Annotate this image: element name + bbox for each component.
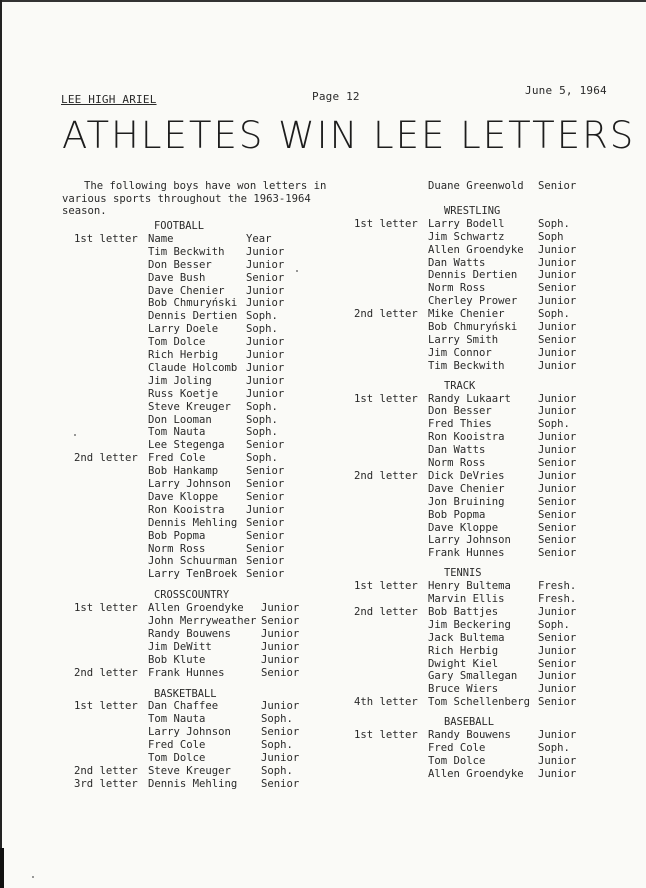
athlete-name: Jon Bruining — [428, 495, 505, 508]
athlete-name: Larry Johnson — [148, 478, 231, 490]
athlete-name: Tim Beckwith — [148, 245, 225, 258]
intro-line: season. — [62, 205, 107, 218]
athlete-name: Lee Stegenga — [148, 439, 225, 452]
letter-level: 1st letter — [74, 232, 138, 245]
athlete-name: Mike Chenier — [428, 308, 505, 321]
sport-heading: TRACK — [444, 379, 476, 392]
athlete-name: Rich Herbig — [148, 349, 219, 361]
class-year: Senior — [538, 657, 577, 670]
athlete-name: Larry Johnson — [148, 726, 231, 739]
athlete-name: Randy Bouwens — [428, 729, 511, 741]
page-title: ATHLETES WIN LEE LETTERS — [62, 114, 636, 157]
athlete-name: Dick DeVries — [428, 469, 505, 482]
class-year: Soph. — [246, 400, 278, 413]
letter-level: 2nd letter — [74, 764, 138, 777]
print-speck — [296, 270, 298, 272]
class-year: Junior — [261, 602, 300, 615]
athlete-name: Jim Schwartz — [428, 230, 505, 243]
class-year: Senior — [538, 696, 577, 709]
class-year: Fresh. — [538, 580, 577, 593]
class-year: Junior — [538, 256, 577, 269]
intro-line: various sports throughout the 1963-1964 — [62, 192, 311, 205]
sport-heading: BASKETBALL — [154, 687, 217, 700]
athlete-name: Dave Kloppe — [148, 490, 219, 503]
class-year: Senior — [538, 457, 577, 469]
letter-level: 2nd letter — [354, 469, 418, 482]
class-year: Junior — [246, 297, 285, 310]
athlete-name: Tom Schellenberg — [428, 696, 531, 709]
sport-heading: TENNIS — [444, 567, 482, 580]
athlete-name: Larry TenBroek — [148, 568, 238, 581]
class-year: Senior — [538, 282, 577, 295]
class-year: Junior — [538, 767, 577, 780]
athlete-name: John Merryweather — [148, 615, 257, 627]
class-year: Junior — [538, 321, 577, 333]
class-year: Soph. — [538, 418, 570, 431]
class-year: Junior — [538, 754, 577, 767]
class-year: Soph — [538, 230, 564, 243]
athlete-name: Don Besser — [148, 258, 212, 271]
athlete-name: Claude Holcomb — [148, 361, 238, 374]
class-year: Senior — [538, 521, 577, 534]
athlete-name: Allen Groendyke — [428, 243, 524, 256]
athlete-name: Allen Groendyke — [428, 767, 524, 780]
print-speck — [74, 434, 76, 436]
athlete-name: Larry Smith — [428, 333, 499, 346]
class-year: Senior — [261, 777, 300, 790]
class-year: Junior — [538, 482, 577, 495]
athlete-name: Tom Nauta — [148, 426, 206, 439]
class-year: Senior — [538, 631, 577, 644]
class-year: Junior — [538, 644, 577, 657]
class-year: Senior — [261, 615, 300, 627]
class-year: Senior — [538, 547, 577, 560]
athlete-name: Bob Hankamp — [148, 465, 219, 478]
sport-heading: FOOTBALL — [154, 220, 205, 232]
athlete-name: Fred Thies — [428, 418, 492, 431]
athlete-name: Dennis Dertien — [148, 310, 238, 323]
athlete-name: Dan Watts — [428, 256, 486, 269]
class-year: Soph. — [261, 764, 293, 777]
class-year: Junior — [538, 683, 577, 696]
class-year: Senior — [246, 568, 285, 581]
class-year: Junior — [261, 700, 300, 713]
athlete-name: Tom Dolce — [148, 752, 206, 764]
letter-level: 1st letter — [354, 392, 418, 405]
athlete-name: Fred Cole — [148, 739, 206, 752]
class-year: Senior — [538, 180, 577, 192]
class-year: Junior — [538, 392, 577, 405]
class-year: Senior — [261, 666, 300, 679]
athlete-name: Frank Hunnes — [148, 666, 225, 679]
athlete-name: Rich Herbig — [428, 644, 499, 657]
class-year: Soph. — [538, 308, 570, 321]
athlete-name: Steve Kreuger — [148, 764, 231, 777]
class-year: Year — [246, 232, 272, 245]
athlete-name: Allen Groendyke — [148, 602, 244, 615]
athlete-name: Bob Battjes — [428, 605, 499, 618]
athlete-name: Bob Popma — [148, 529, 206, 542]
class-year: Junior — [538, 346, 577, 359]
class-year: Junior — [246, 361, 285, 374]
class-year: Junior — [261, 752, 300, 764]
class-year: Soph. — [246, 426, 278, 439]
class-year: Soph. — [538, 217, 570, 230]
class-year: Junior — [538, 605, 577, 618]
class-year: Senior — [538, 495, 577, 508]
print-speck — [32, 876, 34, 878]
athlete-name: Dwight Kiel — [428, 657, 499, 670]
class-year: Junior — [538, 469, 577, 482]
class-year: Senior — [246, 516, 285, 529]
letter-level: 4th letter — [354, 696, 418, 709]
class-year: Junior — [538, 359, 577, 372]
athlete-name: Dan Watts — [428, 444, 486, 457]
class-year: Senior — [538, 508, 577, 521]
class-year: Junior — [538, 405, 577, 418]
class-year: Junior — [246, 503, 285, 516]
class-year: Junior — [246, 245, 285, 258]
letter-level: 2nd letter — [74, 452, 138, 465]
athlete-name: Bruce Wiers — [428, 683, 499, 696]
sport-heading: CROSSCOUNTRY — [154, 589, 230, 602]
athlete-name: Dave Kloppe — [428, 521, 499, 534]
class-year: Junior — [246, 258, 285, 271]
class-year: Junior — [261, 640, 300, 653]
athlete-name: Dave Chenier — [148, 284, 225, 297]
letter-level: 2nd letter — [354, 605, 418, 618]
athlete-name: Don Besser — [428, 405, 492, 418]
class-year: Junior — [246, 374, 285, 387]
class-year: Soph. — [246, 310, 278, 323]
athlete-name: Bob Popma — [428, 508, 486, 521]
class-year: Fresh. — [538, 593, 577, 605]
athlete-name: Jim Connor — [428, 346, 492, 359]
class-year: Senior — [246, 542, 285, 555]
letter-level: 1st letter — [354, 580, 418, 593]
class-year: Junior — [538, 729, 577, 741]
letter-level: 1st letter — [354, 217, 418, 230]
athlete-name: Larry Bodell — [428, 217, 505, 230]
class-year: Senior — [538, 333, 577, 346]
left-border — [0, 0, 2, 888]
athlete-name: Russ Koetje — [148, 387, 219, 400]
athlete-name: Bob Chmuryński — [148, 297, 238, 310]
class-year: Junior — [538, 431, 577, 444]
athlete-name: Fred Cole — [428, 741, 486, 754]
athlete-name: Dennis Mehling — [148, 516, 238, 529]
intro-paragraph — [62, 180, 336, 218]
class-year: Senior — [261, 726, 300, 739]
class-year: Senior — [246, 465, 285, 478]
class-year: Soph. — [246, 452, 278, 465]
letter-level: 1st letter — [74, 700, 138, 713]
athlete-name: Jim Joling — [148, 374, 212, 387]
class-year: Junior — [246, 284, 285, 297]
class-year: Senior — [246, 490, 285, 503]
class-year: Junior — [538, 670, 577, 683]
athlete-name: Gary Smallegan — [428, 670, 518, 683]
athlete-name: Ron Kooistra — [148, 503, 225, 516]
athlete-name: Frank Hunnes — [428, 547, 505, 560]
class-year: Junior — [246, 349, 285, 361]
athlete-name: Norm Ross — [428, 457, 486, 469]
athlete-name: Dennis Mehling — [148, 777, 238, 790]
athlete-name: Norm Ross — [428, 282, 486, 295]
sport-heading: WRESTLING — [444, 204, 501, 217]
athlete-name: John Schuurman — [148, 555, 238, 568]
athlete-name: Norm Ross — [148, 542, 206, 555]
athlete-name: Tim Beckwith — [428, 359, 505, 372]
athlete-name: Name — [148, 232, 174, 245]
athlete-name: Jack Bultema — [428, 631, 505, 644]
class-year: Junior — [261, 653, 300, 666]
class-year: Senior — [246, 271, 285, 284]
issue-date: June 5, 1964 — [525, 84, 607, 97]
class-year: Senior — [246, 555, 285, 568]
letter-level: 2nd letter — [74, 666, 138, 679]
class-year: Soph. — [538, 741, 570, 754]
athlete-name: Steve Kreuger — [148, 400, 231, 413]
class-year: Junior — [538, 295, 577, 308]
class-year: Soph. — [261, 713, 293, 726]
paper-name: LEE HIGH ARIEL — [61, 93, 157, 106]
athlete-name: Tom Dolce — [148, 336, 206, 349]
class-year: Junior — [538, 269, 577, 282]
athlete-name: Dave Bush — [148, 271, 206, 284]
class-year: Soph. — [261, 739, 293, 752]
athlete-name: Jim Beckering — [428, 618, 511, 631]
athlete-name: Dan Chaffee — [148, 700, 219, 713]
intro-line: The following boys have won letters in — [84, 180, 327, 192]
athlete-name: Bob Chmuryński — [428, 321, 518, 333]
letter-level: 1st letter — [354, 729, 418, 741]
athlete-name: Duane Greenwold — [428, 180, 524, 192]
class-year: Senior — [246, 439, 285, 452]
athlete-name: Dave Chenier — [428, 482, 505, 495]
athlete-name: Cherley Prower — [428, 295, 518, 308]
class-year: Junior — [261, 627, 300, 640]
athlete-name: Ron Kooistra — [428, 431, 505, 444]
athlete-name: Henry Bultema — [428, 580, 511, 593]
letter-level: 3rd letter — [74, 777, 138, 790]
left-edge-mark — [0, 848, 4, 888]
page-number: Page 12 — [312, 90, 360, 103]
class-year: Senior — [246, 478, 285, 490]
athlete-name: Marvin Ellis — [428, 593, 505, 605]
class-year: Junior — [538, 243, 577, 256]
athlete-name: Randy Lukaart — [428, 392, 511, 405]
athlete-name: Fred Cole — [148, 452, 206, 465]
class-year: Soph. — [246, 323, 278, 336]
letter-level: 2nd letter — [354, 308, 418, 321]
athlete-name: Jim DeWitt — [148, 640, 212, 653]
athlete-name: Bob Klute — [148, 653, 206, 666]
athlete-name: Randy Bouwens — [148, 627, 231, 640]
class-year: Soph. — [246, 413, 278, 426]
class-year: Soph. — [538, 618, 570, 631]
class-year: Junior — [246, 336, 285, 349]
class-year: Senior — [538, 534, 577, 547]
athlete-name: Larry Johnson — [428, 534, 511, 547]
class-year: Junior — [538, 444, 577, 457]
athlete-name: Dennis Dertien — [428, 269, 518, 282]
athlete-name: Tom Dolce — [428, 754, 486, 767]
class-year: Junior — [246, 387, 285, 400]
athlete-name: Larry Doele — [148, 323, 219, 336]
top-border — [0, 0, 646, 2]
athlete-name: Don Looman — [148, 413, 212, 426]
athlete-name: Tom Nauta — [148, 713, 206, 726]
letter-level: 1st letter — [74, 602, 138, 615]
sport-heading: BASEBALL — [444, 716, 495, 729]
class-year: Senior — [246, 529, 285, 542]
